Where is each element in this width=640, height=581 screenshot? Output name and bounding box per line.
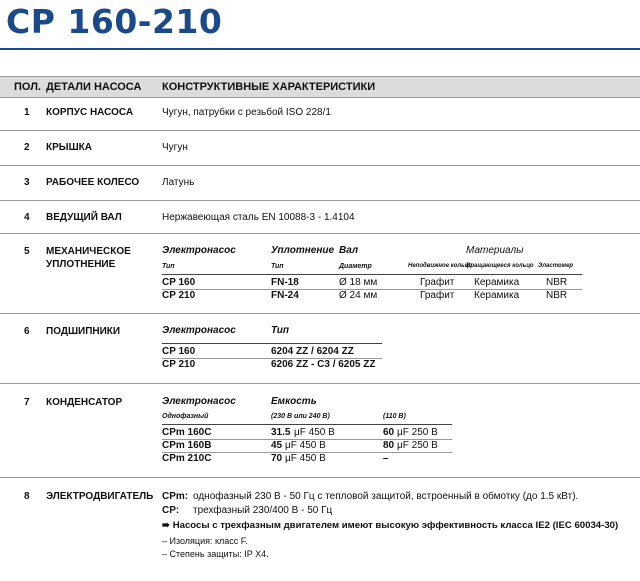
bearings-header-rule	[162, 343, 382, 344]
row-divider	[0, 477, 640, 478]
row-description: Чугун	[162, 142, 188, 153]
page-title: CP 160-210	[6, 2, 223, 41]
row-part-line2: УПЛОТНЕНИЕ	[46, 259, 116, 270]
seal-header-shaft: Вал	[339, 245, 359, 256]
capacitor-unit-230: μF 450 В	[294, 427, 335, 438]
seal-fixed-ring: Графит	[420, 277, 455, 288]
header-pos: ПОЛ.	[14, 81, 41, 93]
capacitor-value-110: –	[383, 453, 389, 464]
seal-rotating-ring: Керамика	[474, 290, 520, 301]
seal-sub-diameter: Диаметр	[339, 263, 372, 270]
row-part: ЭЛЕКТРОДВИГАТЕЛЬ	[46, 491, 154, 502]
capacitor-unit-230: μF 450 В	[285, 453, 326, 464]
seal-sub-fixed-ring: Неподвижное кольцо	[408, 263, 473, 269]
capacitor-unit-230: μF 450 В	[285, 440, 326, 451]
bearings-pump: CP 160	[162, 346, 196, 357]
capacitor-value-230: 31.5	[271, 427, 291, 438]
row-part-line1: МЕХАНИЧЕСКОЕ	[46, 246, 131, 257]
seal-pump: CP 160	[162, 277, 196, 288]
capacitor-value-110: 80	[383, 440, 395, 451]
row-divider	[0, 383, 640, 384]
seal-header-materials: Материалы	[466, 245, 524, 256]
row-description: Латунь	[162, 177, 195, 188]
capacitor-pump: CPm 160C	[162, 427, 212, 438]
seal-elastomer: NBR	[546, 290, 568, 301]
row-divider	[0, 313, 640, 314]
bearings-pump: CP 210	[162, 359, 196, 370]
seal-type: FN-18	[271, 277, 299, 288]
seal-sub-rotating-ring: Вращающееся кольцо	[466, 263, 534, 269]
seal-sub-elastomer: Эластомер	[538, 263, 574, 269]
motor-cpm-label: CPm:	[162, 491, 189, 502]
seal-fixed-ring: Графит	[420, 290, 455, 301]
title-rule	[0, 48, 640, 50]
seal-rotating-ring: Керамика	[474, 277, 520, 288]
row-number: 5	[24, 246, 30, 257]
seal-header-pump: Электронасос	[162, 245, 236, 256]
row-divider	[0, 165, 640, 166]
row-part: КРЫШКА	[46, 142, 92, 153]
seal-pump: CP 210	[162, 290, 196, 301]
row-part: ПОДШИПНИКИ	[46, 326, 121, 337]
motor-cp-label: CP:	[162, 505, 180, 516]
row-part: РАБОЧЕЕ КОЛЕСО	[46, 177, 140, 188]
capacitor-sub-230v: (230 В или 240 В)	[271, 413, 330, 420]
row-number: 4	[24, 212, 30, 223]
capacitor-sub-110v: (110 В)	[383, 413, 406, 420]
capacitor-pump: CPm 210C	[162, 453, 212, 464]
row-number: 3	[24, 177, 30, 188]
seal-diameter: Ø 24 мм	[339, 290, 378, 301]
motor-protection: – Степень защиты: IP X4.	[162, 549, 269, 559]
capacitor-value-110: 60	[383, 427, 395, 438]
bearings-header-type: Тип	[271, 325, 289, 336]
motor-insulation: – Изоляция: класс F.	[162, 536, 248, 546]
header-part: ДЕТАЛИ НАСОСА	[46, 81, 142, 93]
capacitor-sub-single-phase: Однофазный	[162, 413, 209, 420]
row-number: 8	[24, 491, 30, 502]
row-divider	[0, 200, 640, 201]
seal-elastomer: NBR	[546, 277, 568, 288]
bearings-type: 6206 ZZ - C3 / 6205 ZZ	[271, 359, 376, 370]
motor-cp-text: трехфазный 230/400 В - 50 Гц	[193, 505, 333, 516]
seal-header-seal: Уплотнение	[271, 245, 335, 256]
table-header	[0, 76, 640, 98]
capacitor-value-230: 45	[271, 440, 283, 451]
capacitor-unit-110: μF 250 В	[397, 427, 438, 438]
row-part: КОРПУС НАСОСА	[46, 107, 134, 118]
row-part: ВЕДУЩИЙ ВАЛ	[46, 212, 122, 223]
bearings-header-pump: Электронасос	[162, 325, 236, 336]
row-number: 7	[24, 397, 30, 408]
seal-sub-type: Тип	[162, 263, 175, 270]
motor-efficiency-note: ➠ Насосы с трехфазным двигателем имеют высокую эффективность класса IE2 (IEC 60034-30)	[162, 520, 619, 531]
motor-cpm-text: однофазный 230 В - 50 Гц с тепловой защитой, встроенный в обмотку (до 1.5 кВт).	[193, 491, 579, 502]
capacitor-value-230: 70	[271, 453, 283, 464]
row-number: 1	[24, 107, 30, 118]
capacitor-header-capacity: Емкость	[271, 396, 317, 407]
seal-header-rule	[162, 274, 582, 275]
row-part: КОНДЕНСАТОР	[46, 397, 123, 408]
capacitor-header-pump: Электронасос	[162, 396, 236, 407]
capacitor-unit-110: μF 250 В	[397, 440, 438, 451]
row-description: Нержавеющая сталь EN 10088-3 - 1.4104	[162, 212, 355, 223]
row-number: 2	[24, 142, 30, 153]
bearings-type: 6204 ZZ / 6204 ZZ	[271, 346, 354, 357]
capacitor-pump: CPm 160B	[162, 440, 212, 451]
seal-diameter: Ø 18 мм	[339, 277, 378, 288]
capacitor-header-rule	[162, 424, 452, 425]
row-number: 6	[24, 326, 30, 337]
row-divider	[0, 130, 640, 131]
seal-sub-type: Тип	[271, 263, 284, 270]
header-characteristics: КОНСТРУКТИВНЫЕ ХАРАКТЕРИСТИКИ	[162, 81, 376, 93]
seal-type: FN-24	[271, 290, 299, 301]
row-description: Чугун, патрубки с резьбой ISO 228/1	[162, 107, 331, 118]
row-divider	[0, 233, 640, 234]
